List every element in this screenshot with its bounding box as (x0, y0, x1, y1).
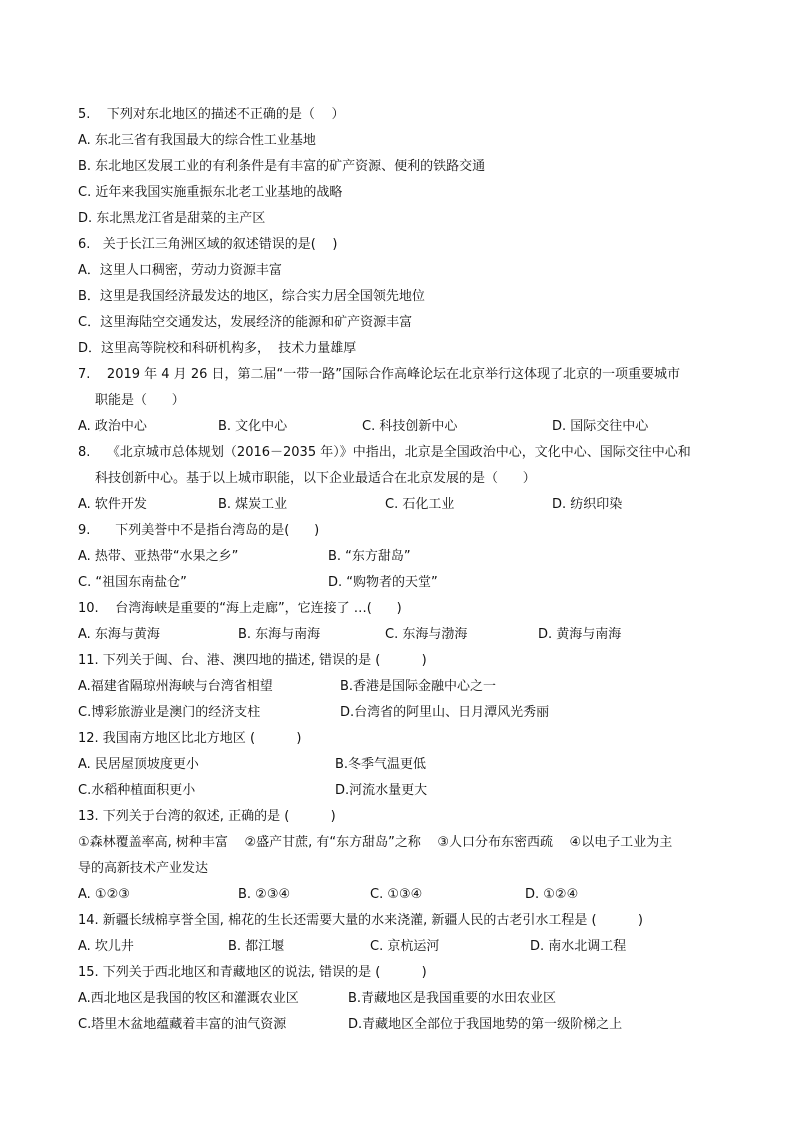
q5-option-b: B. 东北地区发展工业的有利条件是有丰富的矿产资源、便利的铁路交通 (78, 159, 486, 174)
q12-option-b: B.冬季气温更低 (335, 757, 427, 772)
q9-option-b: B. “东方甜岛” (328, 549, 411, 564)
q8-option-a: A. 软件开发 (78, 497, 147, 512)
q7-option-c: C. 科技创新中心 (362, 419, 458, 434)
q5-option-d: D. 东北黑龙江省是甜菜的主产区 (78, 211, 266, 226)
q14-option-a: A. 坎儿井 (78, 939, 134, 954)
q6-stem: 6. 关于长江三角洲区域的叙述错误的是( ) (78, 237, 338, 252)
q8-option-d: D. 纺织印染 (552, 497, 623, 512)
q13-option-a: A. ①②③ (78, 887, 130, 902)
q15-option-a: A.西北地区是我国的牧区和灌溉农业区 (78, 991, 299, 1006)
q6-option-b: B．这里是我国经济最发达的地区，综合实力居全国领先地位 (78, 289, 425, 304)
q6-option-a: A．这里人口稠密，劳动力资源丰富 (78, 263, 282, 278)
q9-option-c: C. “祖国东南盐仓” (78, 575, 187, 590)
q13-stem: 13. 下列关于台湾的叙述, 正确的是 ( ) (78, 809, 336, 824)
q5-stem: 5. 下列对东北地区的描述不正确的是（ ） (78, 107, 345, 122)
q12-stem: 12. 我国南方地区比北方地区 ( ) (78, 731, 302, 746)
q7-option-b: B. 文化中心 (218, 419, 288, 434)
q10-option-b: B. 东海与南海 (238, 627, 321, 642)
q7-stem: 7. 2019 年 4 月 26 日，第二届“一带一路”国际合作高峰论坛在北京举行这体现了北京的一项重要城市 (78, 367, 680, 382)
q11-stem: 11. 下列关于闽、台、港、澳四地的描述, 错误的是 ( ) (78, 653, 427, 668)
q10-option-a: A. 东海与黄海 (78, 627, 160, 642)
q11-option-d: D.台湾省的阿里山、日月潭风光秀丽 (340, 705, 550, 720)
q15-option-b: B.青藏地区是我国重要的水田农业区 (348, 991, 557, 1006)
q8-stem: 8. 《北京城市总体规划（2016－2035 年）》中指出，北京是全国政治中心，文化中心、国际交往中心和 (78, 445, 691, 460)
q5-option-a: A. 东北三省有我国最大的综合性工业基地 (78, 133, 316, 148)
q13-option-b: B. ②③④ (238, 887, 291, 902)
q7-option-a: A. 政治中心 (78, 419, 147, 434)
q10-stem: 10. 台湾海峡是重要的“海上走廊”，它连接了 …( ) (78, 601, 402, 616)
q10-option-d: D. 黄海与南海 (538, 627, 622, 642)
q13-statements: ①森林覆盖率高, 树种丰富 ②盛产甘蔗, 有“东方甜岛”之称 ③人口分布东密西疏 ④以电子工业为主 (78, 835, 673, 850)
q9-option-a: A. 热带、亚热带“水果之乡” (78, 549, 239, 564)
q9-option-d: D. “购物者的天堂” (328, 575, 438, 590)
q12-option-d: D.河流水量更大 (335, 783, 428, 798)
q6-option-c: C．这里海陆空交通发达，发展经济的能源和矿产资源丰富 (78, 315, 413, 330)
q8-option-b: B. 煤炭工业 (218, 497, 288, 512)
q14-option-c: C. 京杭运河 (370, 939, 440, 954)
q15-option-d: D.青藏地区全部位于我国地势的第一级阶梯之上 (348, 1017, 623, 1032)
q15-option-c: C.塔里木盆地蕴藏着丰富的油气资源 (78, 1017, 287, 1032)
q11-option-a: A.福建省隔琼州海峡与台湾省相望 (78, 679, 273, 694)
q12-option-c: C.水稻种植面积更小 (78, 783, 196, 798)
q15-stem: 15. 下列关于西北地区和青藏地区的说法, 错误的是 ( ) (78, 965, 427, 980)
q14-stem: 14. 新疆长绒棉享誉全国, 棉花的生长还需要大量的水来浇灌, 新疆人民的古老引水工程是 ( ) (78, 913, 643, 928)
q5-option-c: C. 近年来我国实施重振东北老工业基地的战略 (78, 185, 343, 200)
q11-option-b: B.香港是国际金融中心之一 (340, 679, 497, 694)
q9-stem: 9. 下列美誉中不是指台湾岛的是( ) (78, 523, 320, 538)
q7-option-d: D. 国际交往中心 (552, 419, 649, 434)
q8-option-c: C. 石化工业 (385, 497, 455, 512)
q14-option-b: B. 都江堰 (228, 939, 285, 954)
q13-option-d: D. ①②④ (525, 887, 579, 902)
q14-option-d: D. 南水北调工程 (530, 939, 627, 954)
q8-stem-continued: 科技创新中心。基于以上城市职能，以下企业最适合在北京发展的是（ ） (95, 471, 536, 486)
q13-option-c: C. ①③④ (370, 887, 423, 902)
q13-statements-continued: 导的高新技术产业发达 (78, 861, 209, 876)
q7-stem-continued: 职能是（ ） (95, 393, 185, 408)
q11-option-c: C.博彩旅游业是澳门的经济支柱 (78, 705, 261, 720)
q10-option-c: C. 东海与渤海 (385, 627, 468, 642)
q6-option-d: D．这里高等院校和科研机构多， 技术力量雄厚 (78, 341, 357, 356)
q12-option-a: A. 民居屋顶坡度更小 (78, 757, 199, 772)
